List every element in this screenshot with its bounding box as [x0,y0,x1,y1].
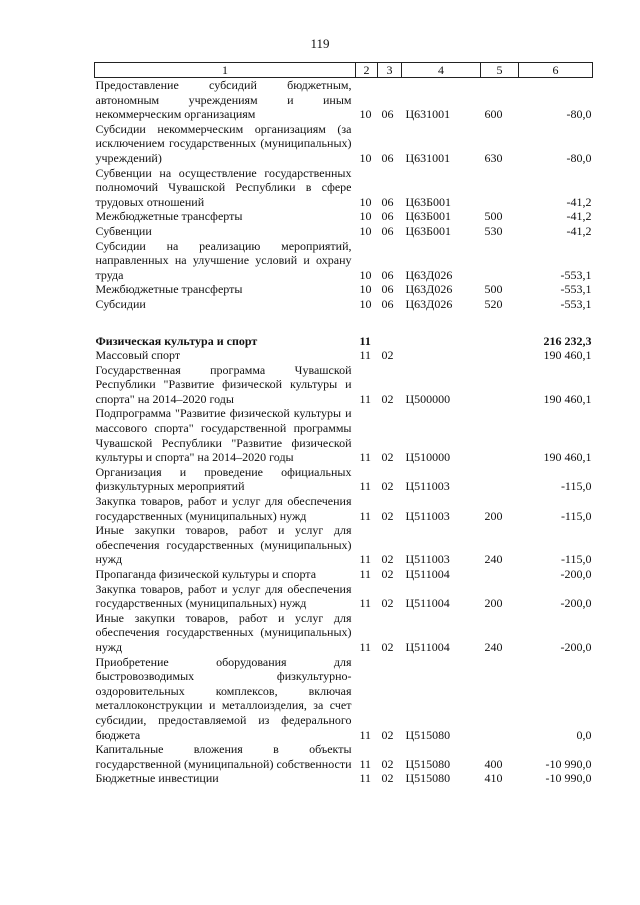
spacer-cell [95,312,593,334]
table-row [95,224,593,239]
row-target-code: Ц631001 [405,107,451,122]
row-expense-type [481,406,519,464]
row-section: 10 [359,107,372,122]
row-section: 11 [359,771,372,786]
row-expense-type [481,166,519,210]
row-target-code: Ц515080 [405,727,451,742]
row-target-code: Ц63Д026 [405,267,453,282]
row-section: 11 [359,756,372,771]
row-amount: 216 232,3 [543,333,592,348]
row-target-code: Ц63Д026 [405,296,453,311]
row-expense-type: 240 [484,552,503,567]
table-row [95,655,593,743]
row-subsection: 06 [381,223,394,238]
table-row [95,494,593,523]
row-amount: -10 990,0 [545,771,592,786]
row-expense-type [481,239,519,283]
header-col-5: 5 [481,63,519,78]
table-row [95,78,593,122]
row-expense-type [481,567,519,582]
row-subsection: 02 [381,450,394,465]
row-target-code: Ц515080 [405,756,451,771]
row-subsection: 02 [381,391,394,406]
row-subsection: 06 [381,209,394,224]
row-subsection: 02 [381,552,394,567]
row-description: Физическая культура и спорт [95,333,258,348]
row-subsection: 06 [381,150,394,165]
row-description: Закупка товаров, работ и услуг для обеспечения государственных (муниципальных) нужд [95,494,352,523]
row-expense-type: 500 [484,282,503,297]
row-amount: -115,0 [560,552,592,567]
row-subsection: 02 [381,771,394,786]
row-section: 11 [359,639,372,654]
row-subsection [378,334,402,349]
table-row [95,742,593,771]
table-row [95,122,593,166]
row-section: 11 [359,596,372,611]
row-description: Капитальные вложения в объекты государственной (муниципальной) собственности [95,742,352,771]
row-section: 10 [359,209,372,224]
row-section: 11 [359,333,371,348]
row-section: 11 [359,479,372,494]
row-description: Пропаганда физической культуры и спорта [95,567,317,581]
header-col-2: 2 [356,63,378,78]
row-description: Иные закупки товаров, работ и услуг для обеспечения государственных (муниципальных) нужд [95,610,352,654]
row-subsection: 06 [381,282,394,297]
table-row [95,465,593,494]
row-target-code: Ц511004 [405,567,450,581]
row-expense-type: 600 [484,107,503,122]
row-subsection: 02 [381,596,394,611]
row-subsection: 02 [381,508,394,523]
table-row [95,363,593,407]
row-description: Межбюджетные трансферты [95,209,243,224]
row-description: Субвенции [95,223,152,238]
row-section: 10 [359,150,372,165]
row-section: 10 [359,267,372,282]
row-amount: -10 990,0 [545,756,592,771]
table-row [95,239,593,283]
table-row [95,209,593,224]
row-amount: 0,0 [576,727,592,742]
row-subsection: 02 [381,727,394,742]
table-row [95,406,593,464]
row-target-code: Ц510000 [405,450,451,465]
table-row [95,523,593,567]
row-section: 10 [359,223,372,238]
row-expense-type: 200 [484,596,503,611]
table-header [95,63,593,78]
header-col-1: 1 [95,63,356,78]
header-col-4: 4 [402,63,481,78]
row-expense-type: 520 [484,296,503,311]
row-description: Подпрограмма "Развитие физической культуры и массового спорта" государственной программы Чувашской Республики "Развитие физической культуры и спорта" на 2014–2020 годы [95,406,352,465]
row-target-code: Ц631001 [405,150,451,165]
row-target-code: Ц500000 [405,391,451,406]
table-row [95,297,593,312]
row-description: Приобретение оборудования для быстровозводимых физкультурно-оздоровительных комплексов, включая металлоконструкции и металлоизделия, за счет субсидии, предоставляемой из федерального бюджета [95,654,352,742]
row-section: 11 [359,727,372,742]
row-description: Закупка товаров, работ и услуг для обеспечения государственных (муниципальных) нужд [95,581,352,611]
header-col-3: 3 [378,63,402,78]
row-target-code [402,334,481,349]
row-description: Субвенции на осуществление государственных полномочий Чувашской Республики в сфере трудовых отношений [95,165,352,209]
row-expense-type [481,655,519,743]
row-subsection: 06 [381,194,394,209]
row-section: 10 [359,296,372,311]
row-target-code: Ц63Б001 [405,223,452,238]
row-subsection: 02 [381,639,394,654]
row-target-code [402,348,481,363]
row-section: 11 [359,508,372,523]
row-subsection: 02 [381,348,394,363]
row-subsection: 02 [381,479,394,494]
row-expense-type: 530 [484,223,503,238]
row-target-code: Ц515080 [405,771,451,786]
row-amount: -80,0 [566,150,592,165]
row-description: Иные закупки товаров, работ и услуг для обеспечения государственных (муниципальных) нужд [95,523,352,567]
row-amount: -553,1 [560,296,592,311]
row-amount: -553,1 [560,282,592,297]
table-row [95,348,593,363]
row-description: Государственная программа Чувашской Республики "Развитие физической культуры и спорта" на 2014–2020 годы [95,362,352,406]
row-amount: 190 460,1 [543,391,592,406]
row-amount: -115,0 [560,508,592,523]
row-description: Межбюджетные трансферты [95,282,243,297]
row-amount: -80,0 [566,107,592,122]
table-row [95,334,593,349]
row-target-code: Ц511004 [405,596,450,611]
row-expense-type [481,465,519,494]
budget-table [94,62,593,786]
row-amount: -200,0 [560,639,592,654]
row-subsection: 06 [381,267,394,282]
row-description: Субсидии на реализацию мероприятий, направленных на улучшение условий и охрану труда [95,238,352,282]
row-section: 11 [359,348,372,363]
row-section: 10 [359,282,372,297]
row-expense-type [481,348,519,363]
row-expense-type [481,334,519,349]
table-row [95,166,593,210]
row-amount: -200,0 [560,567,592,581]
row-target-code: Ц63Д026 [405,282,453,297]
row-amount: 190 460,1 [543,450,592,465]
row-target-code: Ц511003 [405,552,450,567]
row-amount: -41,2 [566,209,592,224]
row-amount: -115,0 [560,479,592,494]
row-section: 11 [359,567,372,581]
header-col-6: 6 [519,63,593,78]
row-subsection: 06 [381,107,394,122]
row-amount: -553,1 [560,267,592,282]
row-expense-type: 200 [484,508,503,523]
row-target-code: Ц511003 [405,479,450,494]
table-row [95,282,593,297]
row-target-code: Ц63Б001 [405,194,452,209]
row-subsection: 02 [381,567,394,581]
row-description: Субсидии некоммерческим организациям (за исключением государственных (муниципальных) учреждений) [95,121,352,165]
page-number: 119 [310,36,330,51]
row-target-code: Ц511004 [405,639,450,654]
row-description: Субсидии [95,296,146,311]
row-expense-type: 400 [484,756,503,771]
row-section: 10 [359,194,372,209]
row-expense-type: 630 [484,150,503,165]
row-expense-type: 500 [484,209,503,224]
row-expense-type: 240 [484,639,503,654]
row-amount: -41,2 [566,223,592,238]
header-row [95,63,593,78]
row-subsection: 02 [381,756,394,771]
table-row [95,582,593,611]
table-row [95,611,593,655]
table-body [95,78,593,786]
row-amount: -41,2 [566,194,592,209]
row-description: Предоставление субсидий бюджетным, автономным учреждениям и иным некоммерческим организациям [95,78,352,122]
row-expense-type: 410 [484,771,503,786]
row-target-code: Ц511003 [405,508,450,523]
row-section: 11 [359,552,372,567]
row-subsection: 06 [381,296,394,311]
spacer-row [95,312,593,334]
table-row [95,771,593,786]
row-description: Бюджетные инвестиции [95,771,219,786]
row-amount: -200,0 [560,596,592,611]
row-target-code: Ц63Б001 [405,209,452,224]
row-description: Массовый спорт [95,348,181,363]
table-row [95,567,593,582]
row-description: Организация и проведение официальных физкультурных мероприятий [95,464,352,494]
row-section: 11 [359,450,372,465]
row-section: 11 [359,391,372,406]
row-amount: 190 460,1 [543,348,592,363]
row-expense-type [481,363,519,407]
